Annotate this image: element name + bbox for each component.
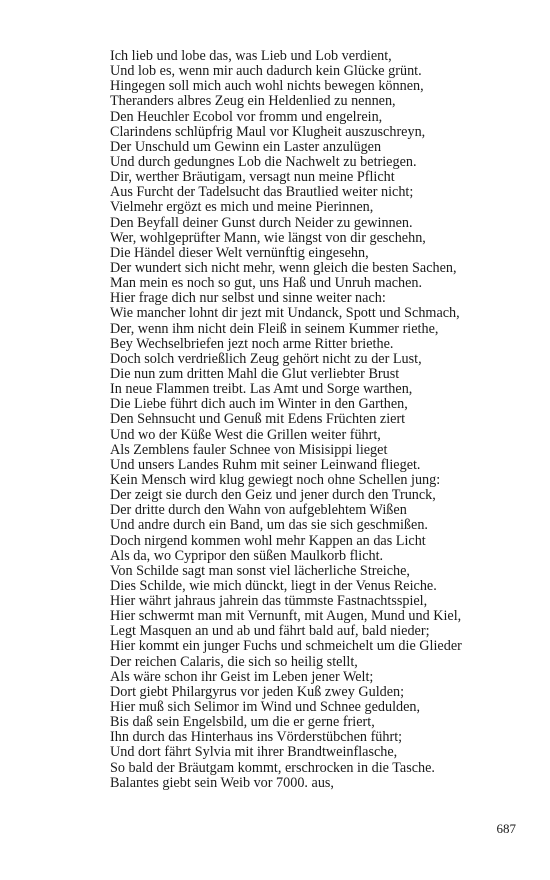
poem-line: Clarindens schlüpfrig Maul vor Klugheit auszuschreyn, <box>110 123 426 140</box>
poem-line: Ihn durch das Hinterhaus ins Vörderstübchen führt; <box>110 729 403 746</box>
poem-line: Und lob es, wenn mir auch dadurch kein Glücke grünt. <box>110 63 422 80</box>
poem-line: Den Heuchler Ecobol vor fromm und engelrein, <box>110 108 383 125</box>
poem-line: Wer, wohlgeprüfter Mann, wie längst von dir geschehn, <box>110 229 426 246</box>
poem-line: Und andre durch ein Band, um das sie sich geschmißen. <box>110 517 428 534</box>
poem-line: Von Schilde sagt man sonst viel lächerliche Streiche, <box>110 562 410 579</box>
poem-line: Der Unschuld um Gewinn ein Laster anzulügen <box>110 138 382 155</box>
poem-line: Hier kommt ein junger Fuchs und schmeichelt um die Glieder <box>110 638 462 655</box>
poem-line: Bis daß sein Engelsbild, um die er gerne friert, <box>110 714 375 731</box>
poem-line: Balantes giebt sein Weib vor 7000. aus, <box>110 774 334 791</box>
page-number: 687 <box>496 821 516 836</box>
poem-line: Den Beyfall deiner Gunst durch Neider zu gewinnen. <box>110 214 413 231</box>
poem-line: Dort giebt Philargyrus vor jeden Kuß zwey Gulden; <box>110 683 405 700</box>
poem-line: Der zeigt sie durch den Geiz und jener durch den Trunck, <box>110 487 436 504</box>
poem-line: Bey Wechselbriefen jezt noch arme Ritter briethe. <box>110 335 394 352</box>
poem-line: In neue Flammen treibt. Las Amt und Sorge warthen, <box>110 381 413 398</box>
poem-line: Der reichen Calaris, die sich so heilig stellt, <box>110 653 358 670</box>
poem-line: Die Händel dieser Welt vernünftig eingesehn, <box>110 244 369 261</box>
poem-line: Den Sehnsucht und Genuß mit Edens Früchten ziert <box>110 411 406 428</box>
poem-line: So bald der Bräutgam kommt, erschrocken in die Tasche. <box>110 759 435 776</box>
poem-line: Aus Furcht der Tadelsucht das Brautlied weiter nicht; <box>110 184 414 201</box>
poem-line: Doch solch verdrießlich Zeug gehört nicht zu der Lust, <box>110 350 422 367</box>
poem-line: Hier muß sich Selimor im Wind und Schnee gedulden, <box>110 699 421 716</box>
poem-line: Dies Schilde, wie mich dünckt, liegt in der Venus Reiche. <box>110 577 437 594</box>
poem-line: Man mein es noch so gut, uns Haß und Unruh machen. <box>110 275 423 292</box>
poem-line: Und wo der Küße West die Grillen weiter führt, <box>110 426 381 443</box>
poem-line: Als da, wo Cypripor den süßen Maulkorb flicht. <box>110 547 384 564</box>
poem-line: Theranders albres Zeug ein Heldenlied zu nennen, <box>110 93 396 110</box>
poem-line: Doch nirgend kommen wohl mehr Kappen an das Licht <box>110 532 426 549</box>
poem-line: Die nun zum dritten Mahl die Glut verliebter Brust <box>110 365 400 382</box>
poem-line: Legt Masquen an und ab und fährt bald auf, bald nieder; <box>110 623 430 640</box>
poem-line: Hingegen soll mich auch wohl nichts bewegen können, <box>110 78 424 95</box>
poem-line: Kein Mensch wird klug gewiegt noch ohne Schellen jung: <box>110 471 441 488</box>
poem-text-block <box>110 49 520 791</box>
poem-line: Und unsers Landes Ruhm mit seiner Leinwand flieget. <box>110 456 421 473</box>
poem-line: Der, wenn ihm nicht dein Fleiß in seinem Kummer riethe, <box>110 320 439 337</box>
poem-line: Als Zemblens fauler Schnee von Misisippi lieget <box>110 441 388 458</box>
poem-line: Vielmehr ergözt es mich und meine Pierinnen, <box>110 199 374 216</box>
poem-line: Hier frage dich nur selbst und sinne weiter nach: <box>110 290 386 307</box>
poem-line: Ich lieb und lobe das, was Lieb und Lob verdient, <box>110 48 392 64</box>
poem-line: Der wundert sich nicht mehr, wenn gleich die besten Sachen, <box>110 259 457 276</box>
poem-line: Der dritte durch den Wahn von aufgeblehtem Wißen <box>110 502 407 519</box>
poem-line: Und dort fährt Sylvia mit ihrer Brandtweinflasche, <box>110 744 398 761</box>
poem-line: Als wäre schon ihr Geist im Leben jener Welt; <box>110 668 374 685</box>
poem-line: Hier währt jahraus jahrein das tümmste Fastnachtsspiel, <box>110 593 428 610</box>
poem-line: Dir, werther Bräutigam, versagt nun meine Pflicht <box>110 169 395 186</box>
poem-line: Wie mancher lohnt dir jezt mit Undanck, Spott und Schmach, <box>110 305 460 322</box>
poem-line: Und durch gedungnes Lob die Nachwelt zu betriegen. <box>110 153 417 170</box>
poem-line: Hier schwermt man mit Vernunft, mit Augen, Mund und Kiel, <box>110 608 462 625</box>
poem-line: Die Liebe führt dich auch im Winter in den Garthen, <box>110 396 408 413</box>
